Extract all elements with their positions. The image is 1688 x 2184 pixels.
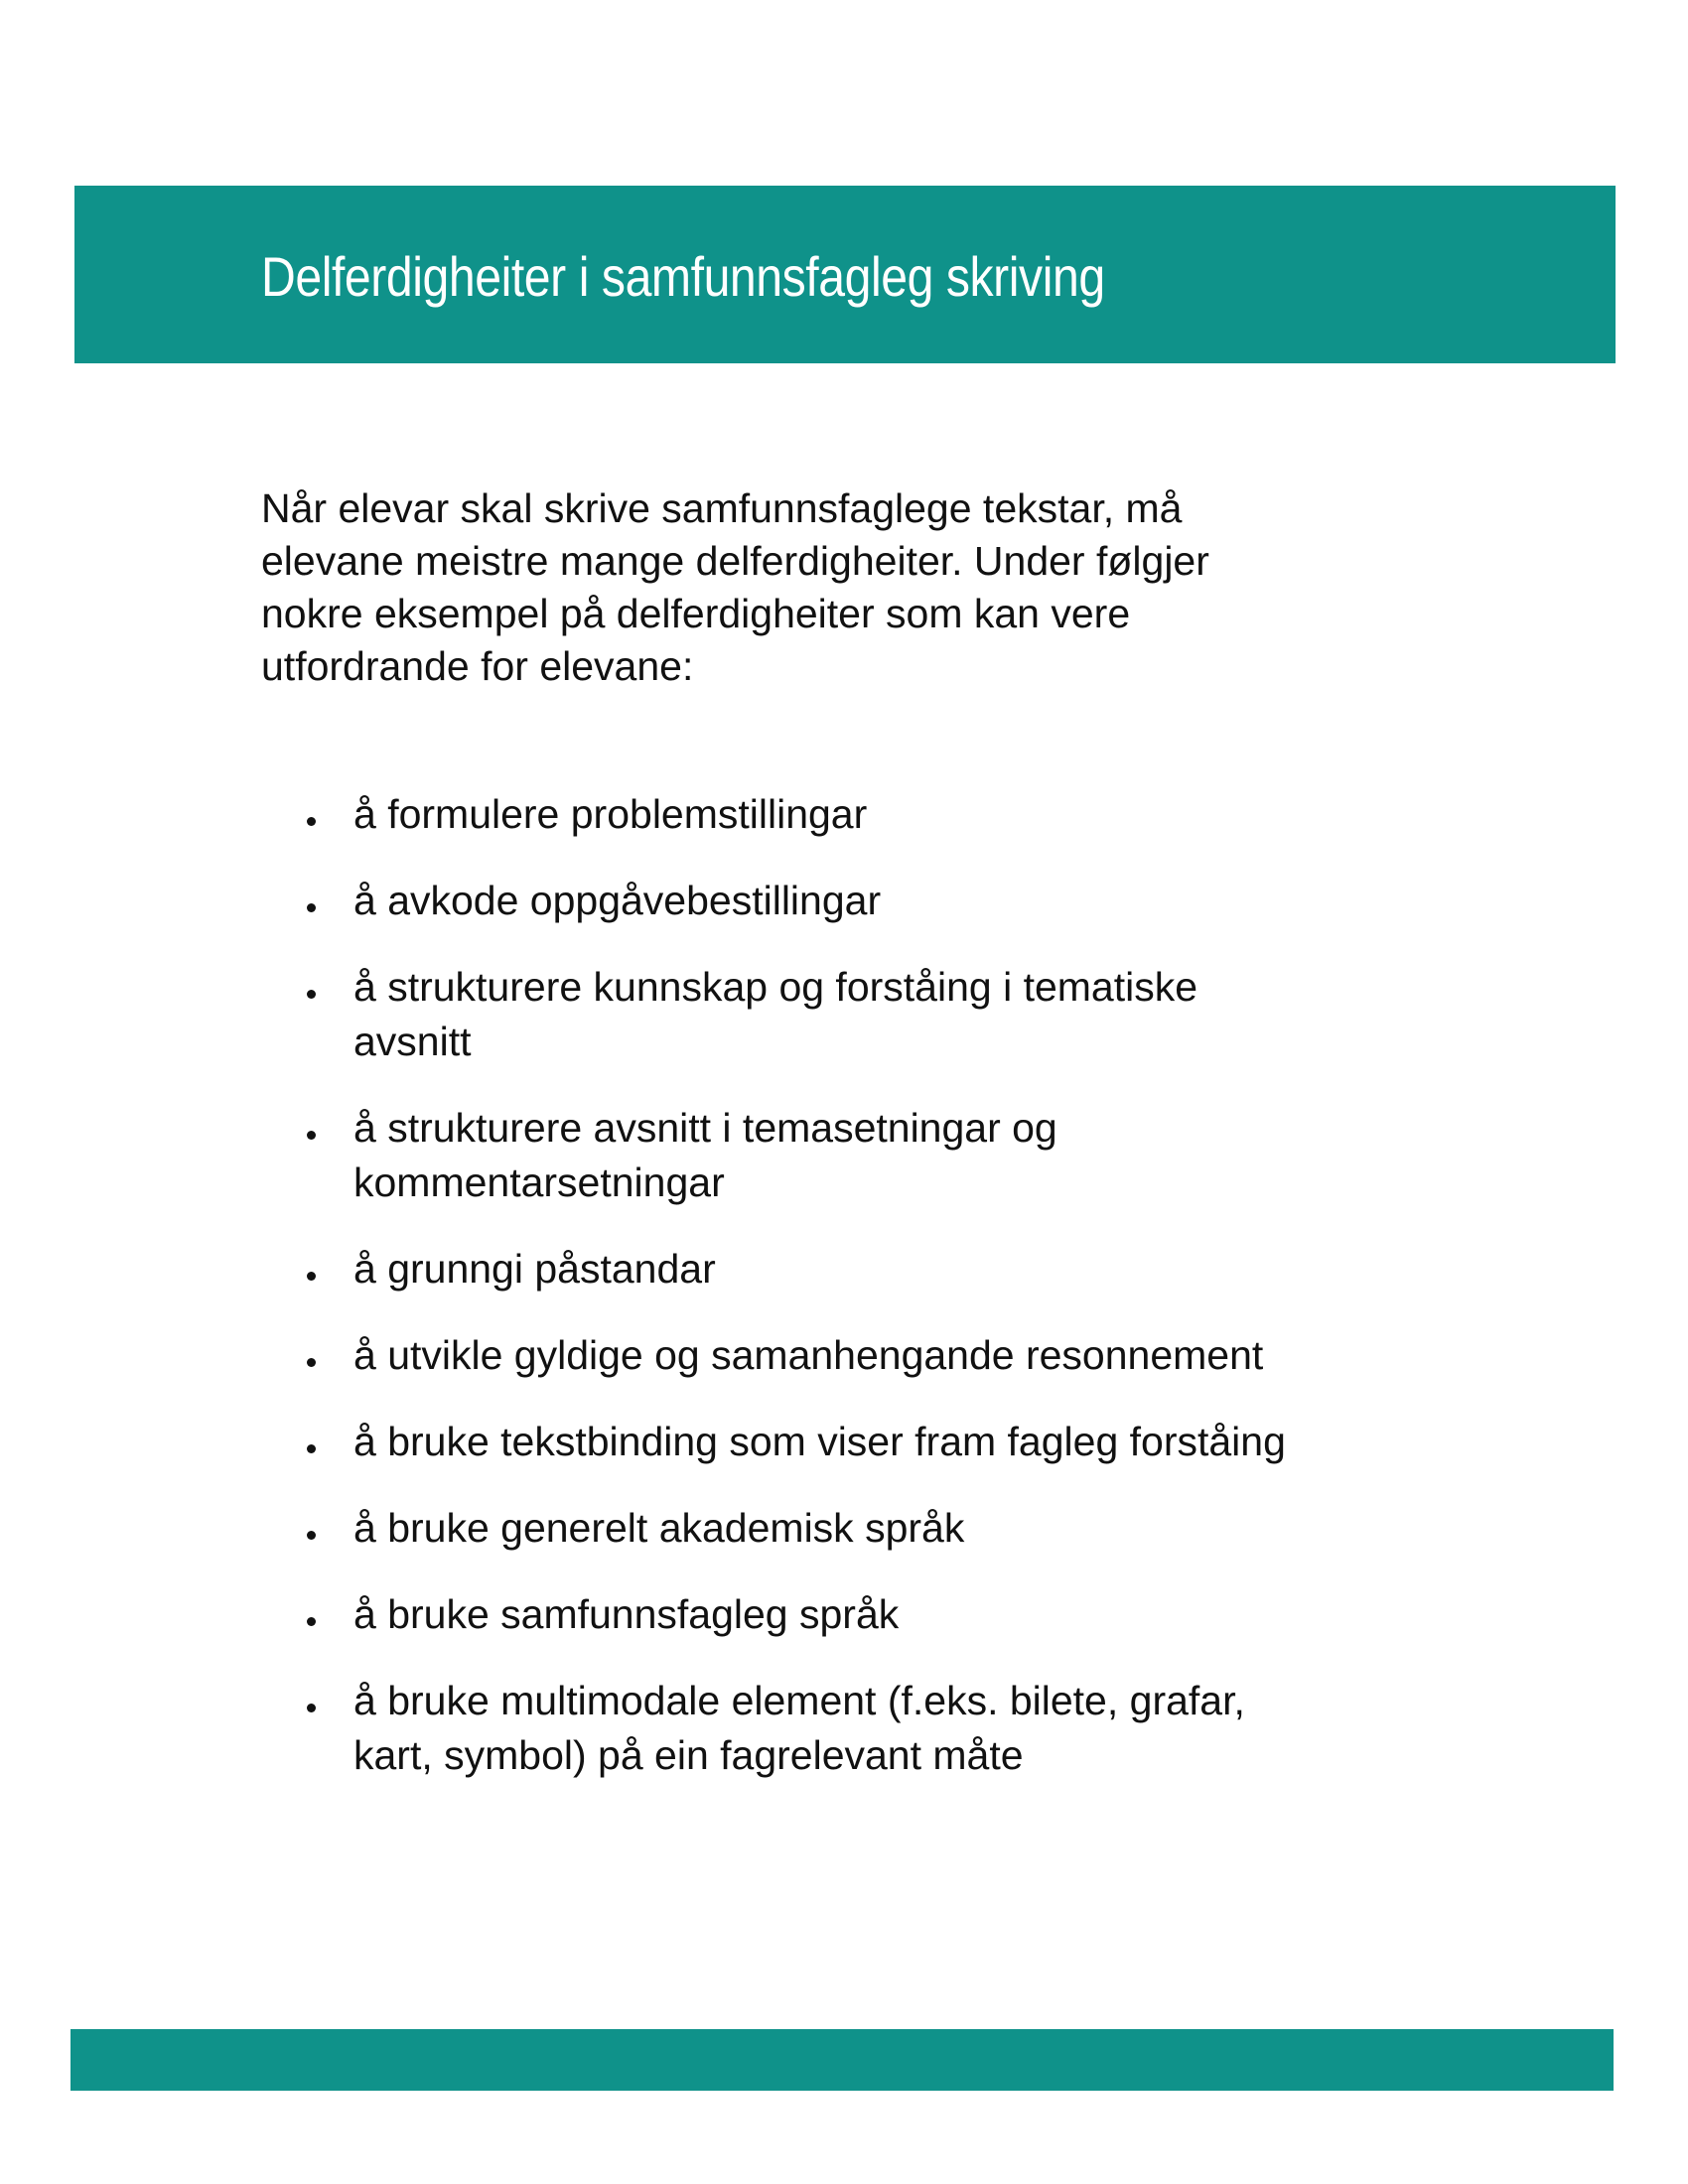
intro-line: nokre eksempel på delferdigheiter som kan vere [261, 591, 1131, 636]
bullet-icon [307, 1272, 316, 1281]
intro-paragraph [261, 482, 1453, 693]
list-item [298, 1242, 1589, 1297]
list-item-text: å grunngi påstandar [353, 1246, 716, 1292]
intro-line: utfordrande for elevane: [261, 643, 694, 689]
bullet-icon [307, 990, 316, 999]
list-item-text: kart, symbol) på ein fagrelevant måte [353, 1732, 1024, 1778]
footer-bar [70, 2029, 1614, 2091]
list-item-text: å bruke tekstbinding som viser fram fagleg forståing [353, 1419, 1286, 1464]
list-item [298, 1101, 1589, 1210]
page-title: Delferdigheiter i samfunnsfagleg skriving [261, 245, 1105, 308]
list-item-text: å strukturere kunnskap og forståing i tematiske [353, 964, 1198, 1010]
list-item-text: å bruke samfunnsfagleg språk [353, 1591, 900, 1637]
intro-line: Når elevar skal skrive samfunnsfaglege tekstar, må [261, 485, 1183, 531]
list-item [298, 960, 1589, 1069]
list-item-text: å bruke multimodale element (f.eks. bilete, grafar, [353, 1678, 1245, 1723]
bullet-icon [307, 1617, 316, 1626]
list-item [298, 1501, 1589, 1556]
bullet-icon [307, 1704, 316, 1712]
list-item [298, 1415, 1589, 1469]
list-item [298, 874, 1589, 928]
list-item [298, 1674, 1589, 1783]
bullet-icon [307, 817, 316, 826]
bullet-icon [307, 1358, 316, 1367]
bullet-icon [307, 903, 316, 912]
list-item-text: å formulere problemstillingar [353, 791, 868, 837]
bullet-icon [307, 1531, 316, 1540]
list-item-text: å avkode oppgåvebestillingar [353, 878, 882, 923]
list-item [298, 787, 1589, 842]
list-item-text: å utvikle gyldige og samanhengande resonnement [353, 1332, 1264, 1378]
intro-line: elevane meistre mange delferdigheiter. Under følgjer [261, 538, 1209, 584]
skills-list [298, 787, 1589, 1815]
list-item-text: avsnitt [353, 1019, 472, 1064]
list-item [298, 1587, 1589, 1642]
list-item-text: å strukturere avsnitt i temasetningar og [353, 1105, 1057, 1151]
list-item-text: å bruke generelt akademisk språk [353, 1505, 965, 1551]
header-banner [74, 186, 1616, 363]
bullet-icon [307, 1131, 316, 1140]
bullet-icon [307, 1444, 316, 1453]
list-item-text: kommentarsetningar [353, 1160, 725, 1205]
list-item [298, 1328, 1589, 1383]
